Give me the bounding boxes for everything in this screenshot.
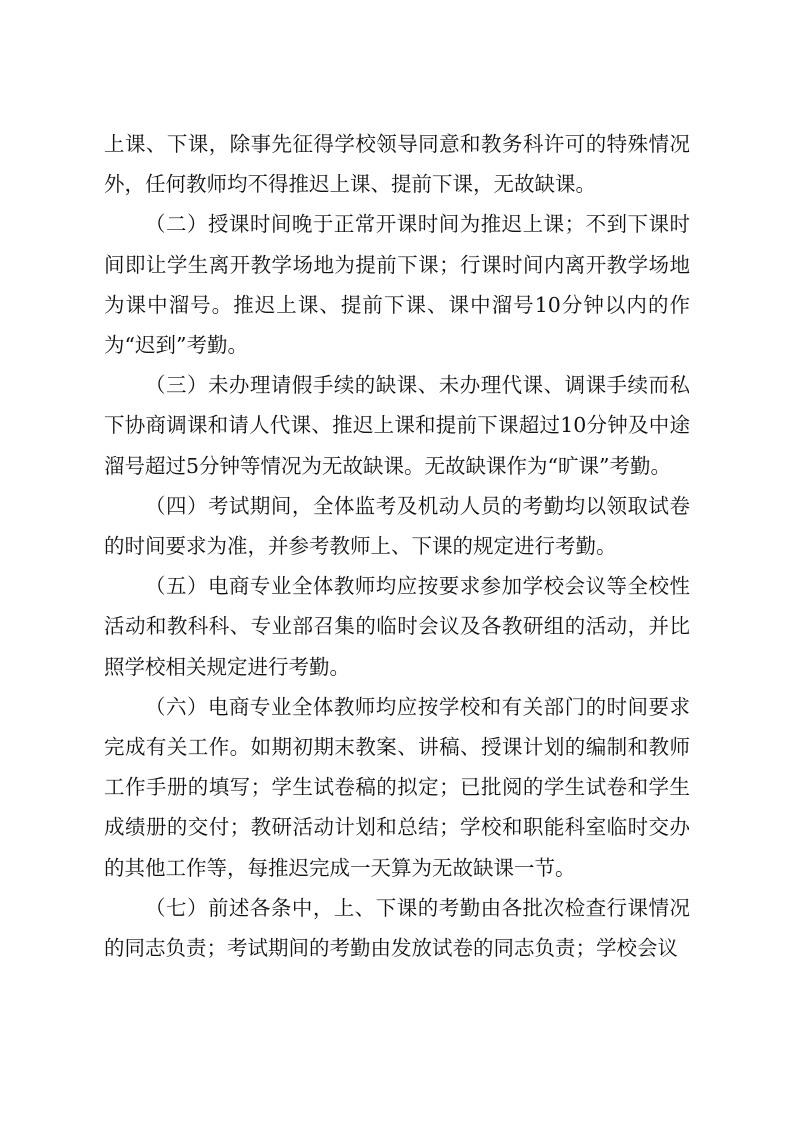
- paragraph-1: 上课、下课，除事先征得学校领导同意和教务科许可的特殊情况外，任何教师均不得推迟上课、提前下课，无故缺课。: [104, 132, 690, 197]
- paragraph-7: （七）前述各条中，上、下课的考勤由各批次检查行课情况的同志负责；考试期间的考勤由发放试卷的同志负责；学校会议: [104, 895, 690, 961]
- paragraph-2: （二）授课时间晚于正常开课时间为推迟上课；不到下课时间即让学生离开教学场地为提前下课；行课时间内离开教学场地为课中溜号。推迟上课、提前下课、课中溜号10分钟以内的作为“迟到”考勤。: [104, 212, 690, 358]
- paragraph-6: （六）电商专业全体教师均应按学校和有关部门的时间要求完成有关工作。如期初期末教案、讲稿、授课计划的编制和教师工作手册的填写；学生试卷稿的拟定；已批阅的学生试卷和学生成绩册的交付；教研活动计划和总结；学校和职能科室临时交办的其他工作等，每推迟完成一天算为无故缺课一节。: [104, 694, 690, 880]
- paragraph-3: （三）未办理请假手续的缺课、未办理代课、调课手续而私下协商调课和请人代课、推迟上课和提前下课超过10分钟及中途溜号超过5分钟等情况为无故缺课。无故缺课作为“旷课”考勤。: [104, 373, 690, 478]
- document-body: [104, 124, 690, 968]
- paragraph-5: （五）电商专业全体教师均应按要求参加学校会议等全校性活动和教科科、专业部召集的临时会议及各教研组的活动，并比照学校相关规定进行考勤。: [104, 574, 690, 679]
- paragraph-4: （四）考试期间，全体监考及机动人员的考勤均以领取试卷的时间要求为准，并参考教师上、下课的规定进行考勤。: [104, 493, 690, 559]
